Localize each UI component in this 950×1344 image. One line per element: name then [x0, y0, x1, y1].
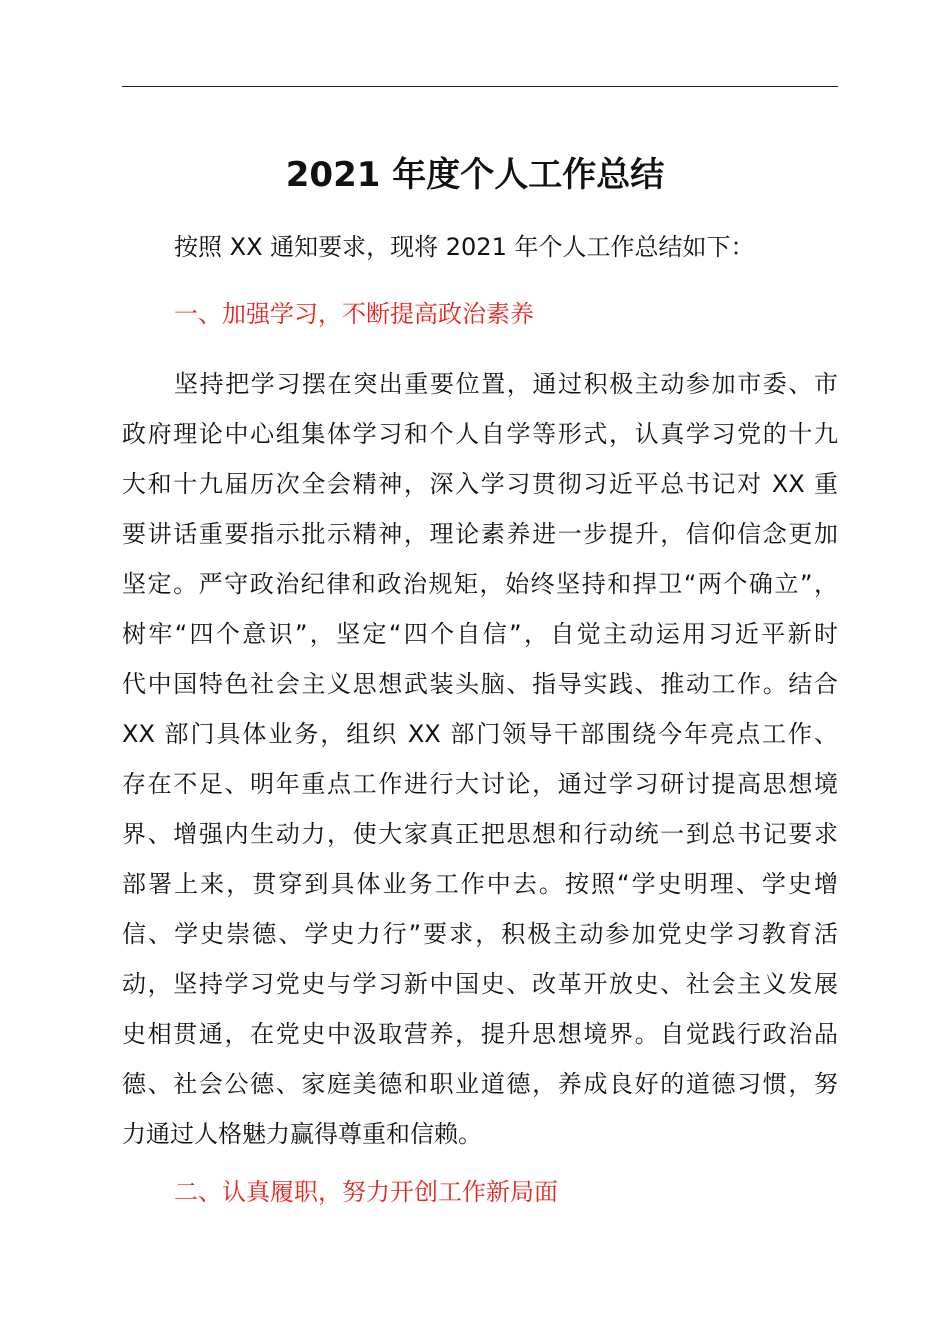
body-line: 动，坚持学习党史与学习新中国史、改革开放史、社会主义发展 — [122, 970, 838, 998]
body-line: 史相贯通，在党史中汲取营养，提升思想境界。自觉践行政治品 — [122, 1020, 838, 1048]
body-line: 德、社会公德、家庭美德和职业道德，养成良好的道德习惯，努 — [122, 1070, 838, 1098]
body-line: 要讲话重要指示批示精神，理论素养进一步提升，信仰信念更加 — [122, 520, 838, 548]
body-line: 代中国特色社会主义思想武装头脑、指导实践、推动工作。结合 — [122, 670, 838, 698]
body-line: 力通过人格魅力赢得尊重和信赖。 — [122, 1120, 482, 1148]
body-line: 界、增强内生动力，使大家真正把思想和行动统一到总书记要求 — [122, 820, 838, 848]
intro-paragraph: 按照 XX 通知要求，现将 2021 年个人工作总结如下： — [174, 233, 755, 261]
body-line: 坚持把学习摆在突出重要位置，通过积极主动参加市委、市 — [174, 370, 838, 398]
section-heading-1: 一、加强学习，不断提高政治素养 — [174, 300, 534, 328]
body-line: 政府理论中心组集体学习和个人自学等形式，认真学习党的十九 — [122, 420, 838, 448]
body-line: 坚定。严守政治纪律和政治规矩，始终坚持和捍卫“两个确立”， — [122, 570, 838, 598]
body-line: 信、学史崇德、学史力行”要求，积极主动参加党史学习教育活 — [122, 920, 838, 948]
body-line: 大和十九届历次全会精神，深入学习贯彻习近平总书记对 XX 重 — [122, 470, 838, 498]
body-line: 树牢“四个意识”，坚定“四个自信”，自觉主动运用习近平新时 — [122, 620, 838, 648]
body-line: 存在不足、明年重点工作进行大讨论，通过学习研讨提高思想境 — [122, 770, 838, 798]
document-title: 2021 年度个人工作总结 — [285, 155, 665, 195]
body-line: XX 部门具体业务，组织 XX 部门领导干部围绕今年亮点工作、 — [122, 720, 838, 748]
body-line: 部署上来，贯穿到具体业务工作中去。按照“学史明理、学史增 — [122, 870, 838, 898]
section-heading-2: 二、认真履职，努力开创工作新局面 — [174, 1178, 558, 1206]
header-rule — [122, 86, 838, 87]
section-1-body — [122, 359, 838, 1159]
